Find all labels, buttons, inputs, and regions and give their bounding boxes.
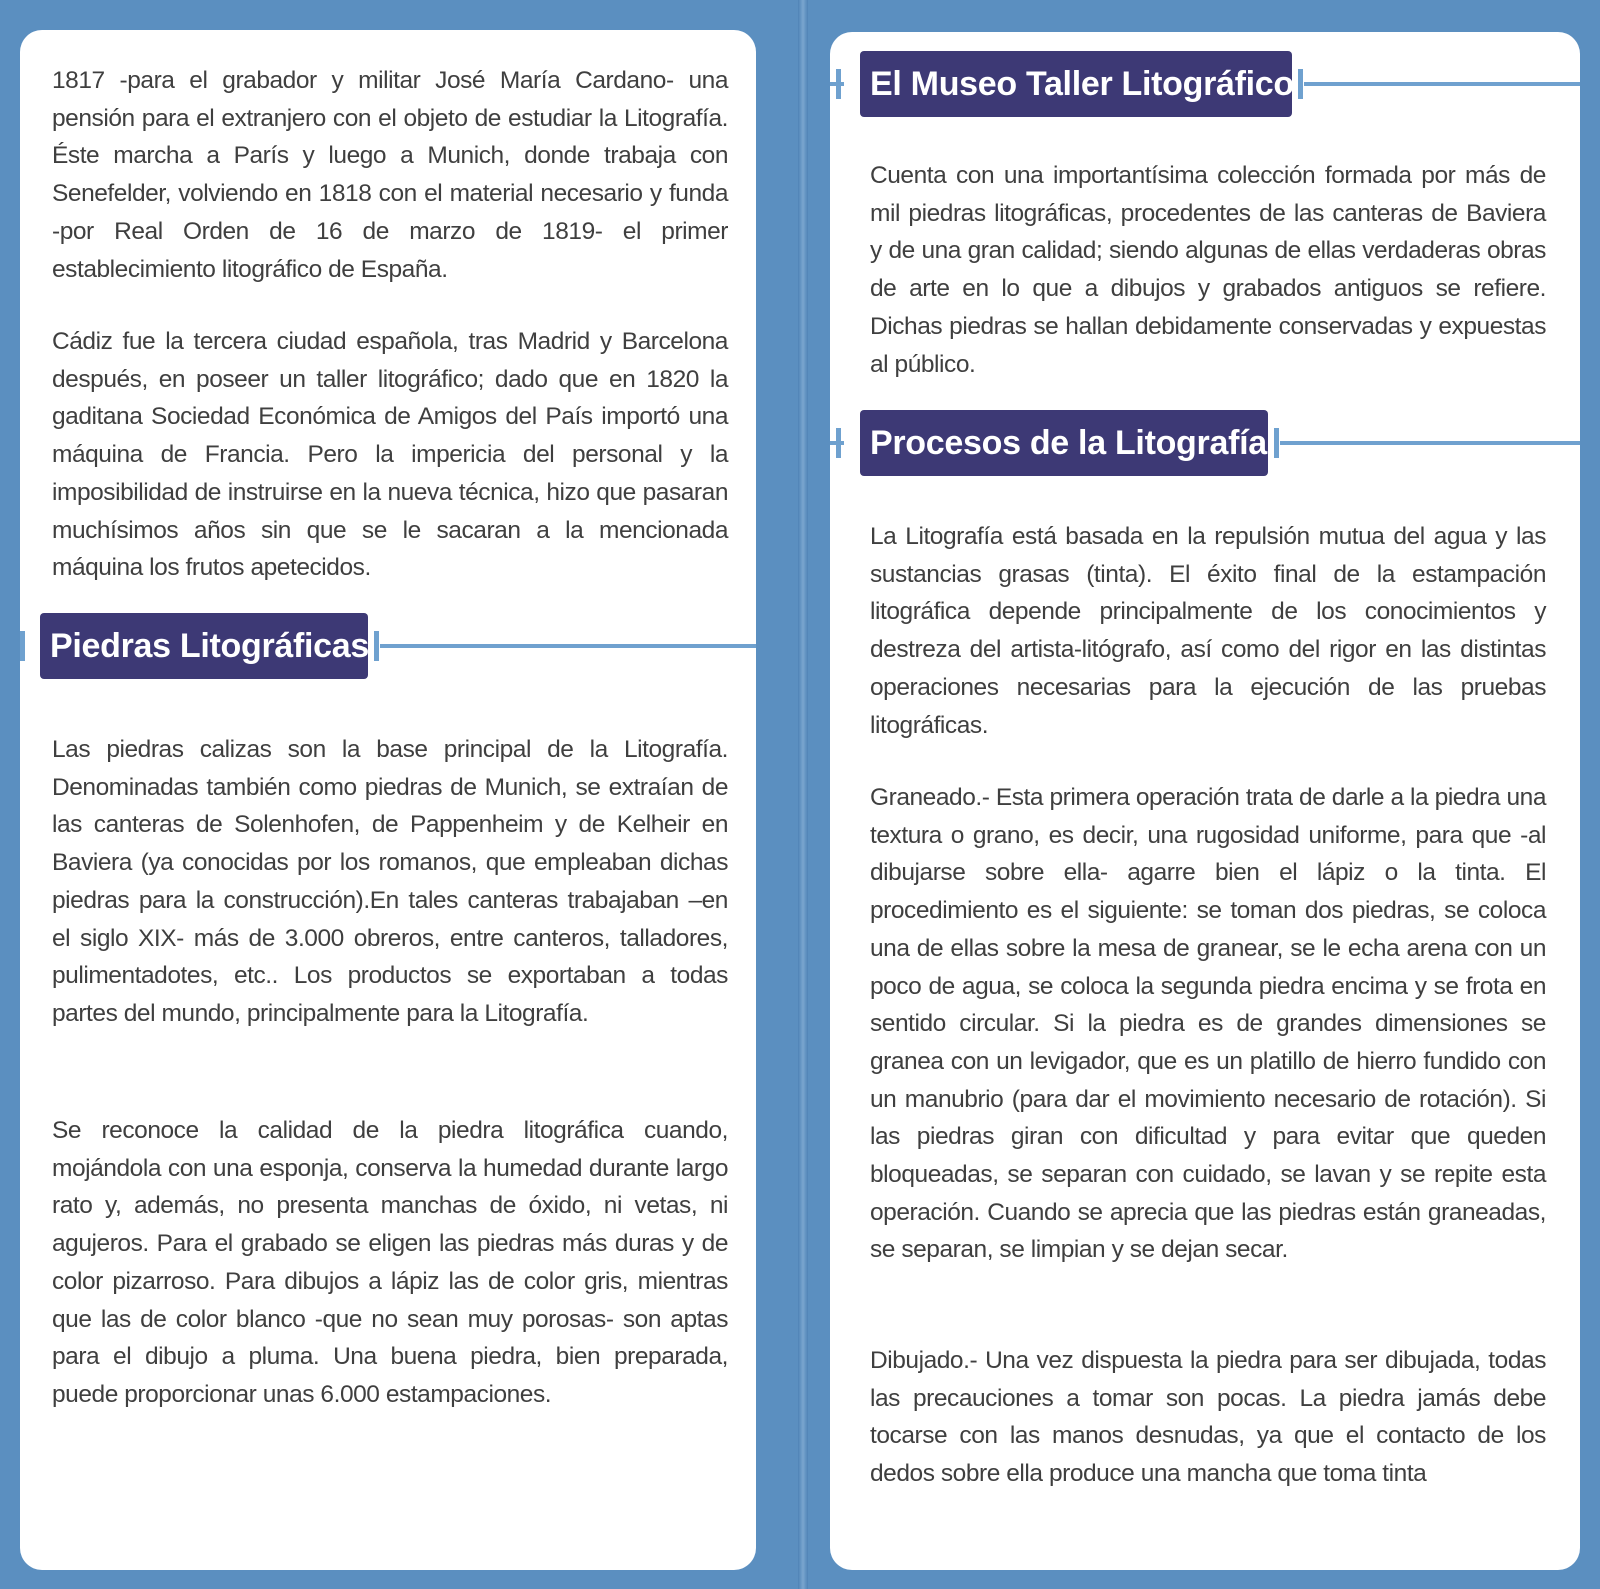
rule-tick-left (836, 428, 841, 458)
museo-paragraph-1: Cuenta con una importantísima colección formada por más de mil piedras litográficas, procedentes de las canteras de Baviera y de una gran calidad; siendo algunas de ellas verdaderas obras de arte en lo que a dibujos y grabados antiguos se refiere. Dichas piedras se hallan debidamente conservadas y expuestas al público. (870, 162, 1546, 378)
section-rule (1304, 82, 1580, 86)
rule-tick-left (20, 631, 25, 661)
section-rule (1280, 441, 1580, 445)
rule-tick-right (374, 631, 379, 661)
rule-tick-right (1298, 69, 1303, 99)
intro-paragraph-2: Cádiz fue la tercera ciudad española, tras Madrid y Barcelona después, en poseer un taller litográfico; dado que en 1820 la gaditana Sociedad Económica de Amigos del País importó una máquina de Francia. Pero la impericia del personal y la imposibilidad de instruirse en la nueva técnica, hizo que pasaran muchísimos años sin que se le sacaran a la mencionada máquina los frutos apetecidos. (52, 328, 728, 582)
right-page (830, 32, 1580, 1570)
museo-heading: El Museo Taller Litográfico (860, 51, 1292, 117)
procesos-heading: Procesos de la Litografía (860, 410, 1268, 476)
piedras-paragraph-1: Las piedras calizas son la base principal de la Litografía. Denominadas también como piedras de Munich, se extraían de las canteras de Solenhofen, de Pappenheim y de Kelheir en Baviera (ya conocidas por los romanos, que empleaban dichas piedras para la construcción).En tales canteras trabajaban –en el siglo XIX- más de 3.000 obreros, entre canteros, talladores, pulimentadotes, etc.. Los productos se exportaban a todas partes del mundo, principalmente para la Litografía. (52, 736, 728, 1027)
brochure-fold (798, 0, 808, 1589)
left-page (20, 30, 756, 1570)
graneado-paragraph: Graneado.- Esta primera operación trata de darle a la piedra una textura o grano, es decir, una rugosidad uniforme, para que -al dibujarse sobre ella- agarre bien el lápiz o la tinta. El procedimiento es el siguiente: se toman dos piedras, se coloca una de ellas sobre la mesa de granear, se le echa arena con un poco de agua, se coloca la segunda piedra encima y se frota en sentido circular. Si la piedra es de grandes dimensiones se granea con un levigador, que es un platillo de hierro fundido con un manubrio (para dar el movimiento necesario de rotación). Si las piedras giran con dificultad y para evitar que queden bloqueadas, se separan con cuidado, se lavan y se repite esta operación. Cuando se aprecia que las piedras están graneadas, se separan, se limpian y se dejan secar. (870, 784, 1546, 1264)
rule-tick-right (1274, 428, 1279, 458)
rule-tick-left (836, 69, 841, 99)
piedras-heading: Piedras Litográficas (40, 613, 368, 679)
procesos-paragraph-1: La Litografía está basada en la repulsión mutua del agua y las sustancias grasas (tinta). El éxito final de la estampación litográfica depende principalmente de los conocimientos y destreza del artista-litógrafo, así como del rigor en las distintas operaciones necesarias para la ejecución de las pruebas litográficas. (870, 523, 1546, 739)
intro-paragraph-1: 1817 -para el grabador y militar José María Cardano- una pensión para el extranjero con el objeto de estudiar la Litografía. Éste marcha a París y luego a Munich, donde trabaja con Senefelder, volviendo en 1818 con el material necesario y funda -por Real Orden de 16 de marzo de 1819- el primer establecimiento litográfico de España. (52, 67, 728, 283)
museo-section-header (830, 51, 1580, 117)
section-rule (380, 644, 756, 648)
piedras-paragraph-2: Se reconoce la calidad de la piedra litográfica cuando, mojándola con una esponja, conserva la humedad durante largo rato y, además, no presenta manchas de óxido, ni vetas, ni agujeros. Para el grabado se eligen las piedras más duras y de color pizarroso. Para dibujos a lápiz las de color gris, mientras que las de color blanco -que no sean muy porosas- son aptas para el dibujo a pluma. Una buena piedra, bien preparada, puede proporcionar unas 6.000 estampaciones. (52, 1117, 728, 1408)
piedras-section-header (20, 613, 756, 679)
dibujado-paragraph: Dibujado.- Una vez dispuesta la piedra para ser dibujada, todas las precauciones a tomar son pocas. La piedra jamás debe tocarse con las manos desnudas, ya que el contacto de los dedos sobre ella produce una mancha que toma tinta (870, 1347, 1546, 1488)
procesos-section-header (830, 410, 1580, 476)
